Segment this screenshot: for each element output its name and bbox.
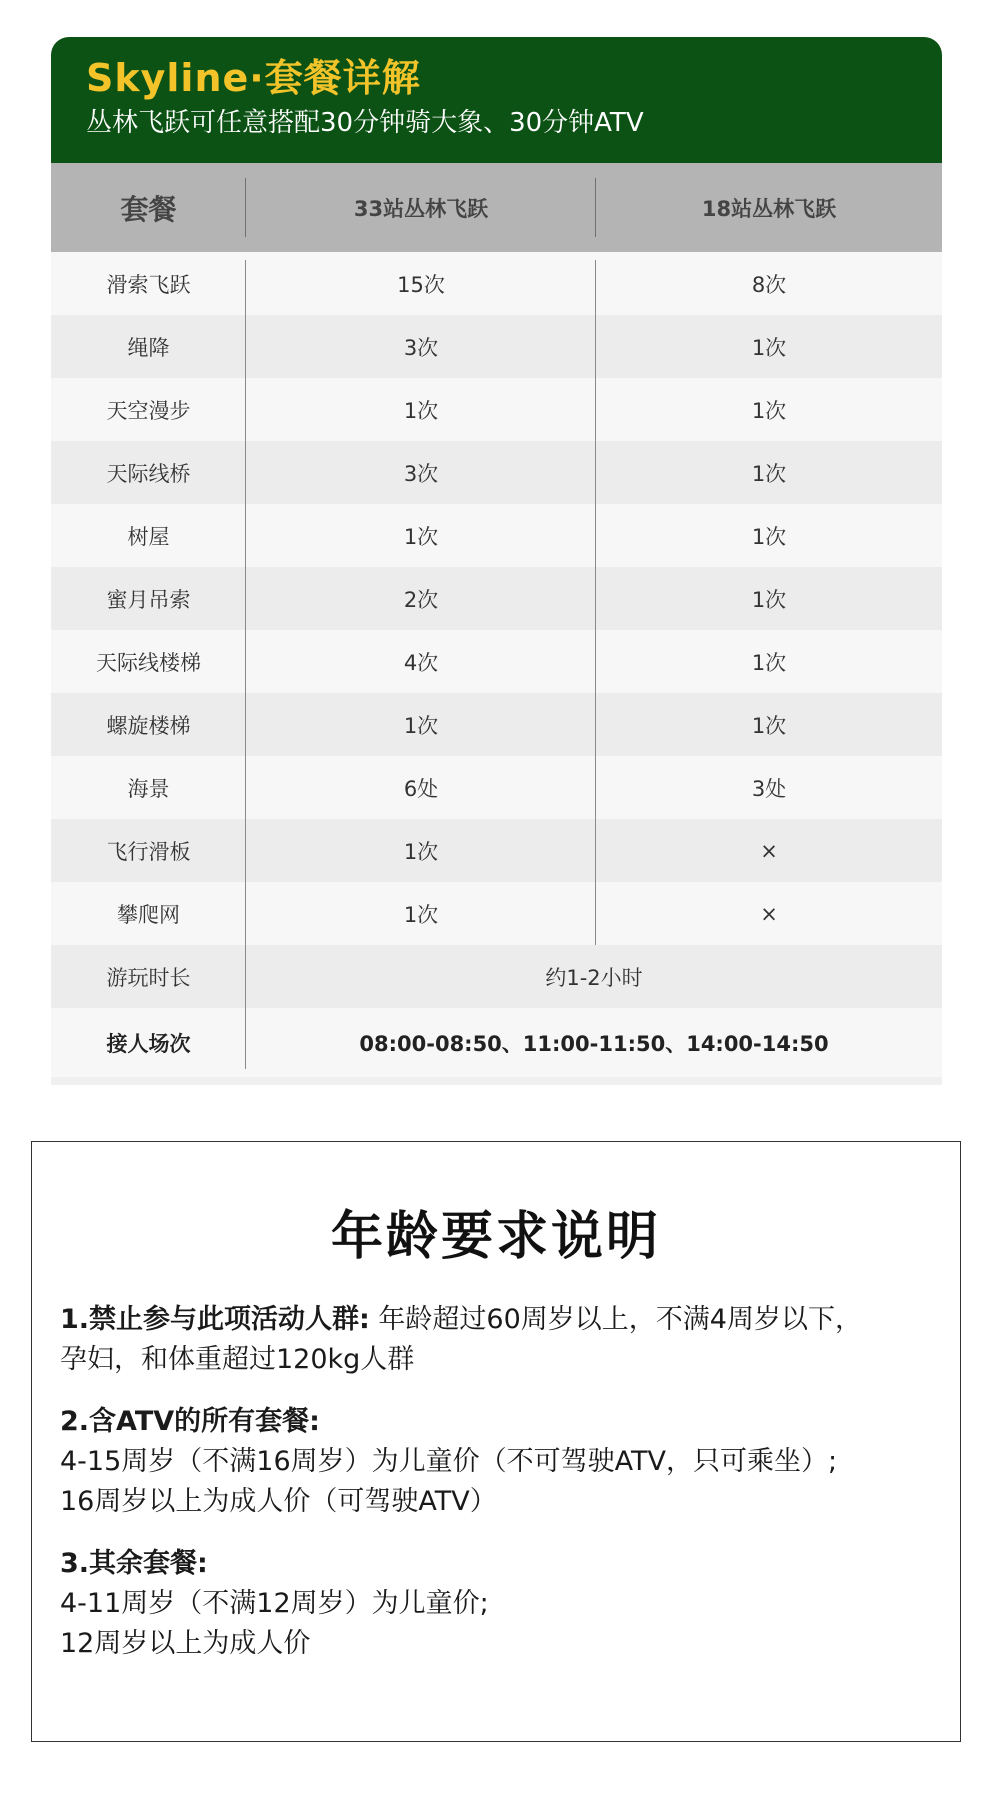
row-value-18: 1次 xyxy=(751,587,787,612)
row-value-33: 3次 xyxy=(246,441,596,504)
row-value-33: 1次 xyxy=(246,378,596,441)
row-value-18: 1次 xyxy=(751,713,787,738)
row-value-18: 1次 xyxy=(751,524,787,549)
rule-1-line-2: 孕妇，和体重超过120kg人群 xyxy=(60,1344,415,1375)
row-value-33: 1次 xyxy=(246,882,596,945)
row-value-18: 3处 xyxy=(751,776,787,801)
notice-title: 年龄要求说明 xyxy=(330,1207,661,1267)
card-title: Skyline·套餐详解 xyxy=(86,56,421,100)
table-header xyxy=(51,163,942,252)
rule-1-line-1 xyxy=(60,1300,932,1340)
table-row xyxy=(51,693,942,756)
table-row-pickup xyxy=(51,1008,942,1077)
table-row xyxy=(51,378,942,441)
pickup-times-value: 08:00-08:50、11:00-11:50、14:00-14:50 xyxy=(359,1031,829,1056)
row-label: 滑索飞跃 xyxy=(51,252,246,315)
rule-2-line-2: 16周岁以上为成人价（可驾驶ATV） xyxy=(60,1486,497,1517)
row-value-18: 8次 xyxy=(751,272,787,297)
row-value-33: 6处 xyxy=(246,756,596,819)
rule-2-line-1: 4-15周岁（不满16周岁）为儿童价（不可驾驶ATV，只可乘坐）; xyxy=(60,1446,838,1477)
column-header-package: 套餐 xyxy=(51,163,246,252)
column-header-33-station: 33站丛林飞跃 xyxy=(246,163,596,252)
row-label: 天际线桥 xyxy=(51,441,246,504)
row-label: 绳降 xyxy=(51,315,246,378)
row-value-33: 4次 xyxy=(246,630,596,693)
table-row xyxy=(51,567,942,630)
rule-1-text: 年龄超过60周岁以上，不满4周岁以下， xyxy=(369,1304,862,1335)
row-label: 海景 xyxy=(51,756,246,819)
card-header xyxy=(51,37,942,163)
rule-2 xyxy=(60,1402,932,1522)
table-row xyxy=(51,630,942,693)
table-row xyxy=(51,252,942,315)
row-label: 攀爬网 xyxy=(51,882,246,945)
table-row-duration xyxy=(51,945,942,1008)
row-label: 树屋 xyxy=(51,504,246,567)
row-value-18: × xyxy=(760,838,778,863)
card-subtitle: 丛林飞跃可任意搭配30分钟骑大象、30分钟ATV xyxy=(86,108,644,138)
row-label: 螺旋楼梯 xyxy=(51,693,246,756)
table-body xyxy=(51,252,942,1077)
duration-value: 约1-2小时 xyxy=(545,965,643,990)
row-value-33: 3次 xyxy=(246,315,596,378)
row-value-33: 15次 xyxy=(246,252,596,315)
row-value-33: 2次 xyxy=(246,567,596,630)
table-row xyxy=(51,756,942,819)
rule-2-lead: 2.含ATV的所有套餐: xyxy=(60,1406,320,1437)
table-row xyxy=(51,504,942,567)
rule-1 xyxy=(60,1300,932,1380)
notice-body xyxy=(32,1300,960,1664)
row-value-33: 1次 xyxy=(246,819,596,882)
age-requirement-box xyxy=(31,1141,961,1742)
rule-3-lead: 3.其余套餐: xyxy=(60,1548,208,1579)
row-value-18: 1次 xyxy=(751,335,787,360)
row-value-18: 1次 xyxy=(751,461,787,486)
table-row xyxy=(51,315,942,378)
package-card xyxy=(51,37,942,1085)
row-label: 接人场次 xyxy=(51,1008,246,1077)
table-row xyxy=(51,441,942,504)
row-value-18: 1次 xyxy=(751,398,787,423)
table-row xyxy=(51,819,942,882)
row-value-18: 1次 xyxy=(751,650,787,675)
row-label: 飞行滑板 xyxy=(51,819,246,882)
row-value-33: 1次 xyxy=(246,504,596,567)
table-row xyxy=(51,882,942,945)
row-label: 天际线楼梯 xyxy=(51,630,246,693)
rule-1-lead: 1.禁止参与此项活动人群: xyxy=(60,1304,370,1335)
rule-3 xyxy=(60,1544,932,1664)
rule-3-line-2: 12周岁以上为成人价 xyxy=(60,1628,311,1659)
column-header-18-station: 18站丛林飞跃 xyxy=(701,196,837,221)
row-label: 天空漫步 xyxy=(51,378,246,441)
row-value-18: × xyxy=(760,901,778,926)
rule-3-line-1: 4-11周岁（不满12周岁）为儿童价; xyxy=(60,1588,489,1619)
row-value-33: 1次 xyxy=(246,693,596,756)
row-label: 游玩时长 xyxy=(51,945,246,1008)
row-label: 蜜月吊索 xyxy=(51,567,246,630)
